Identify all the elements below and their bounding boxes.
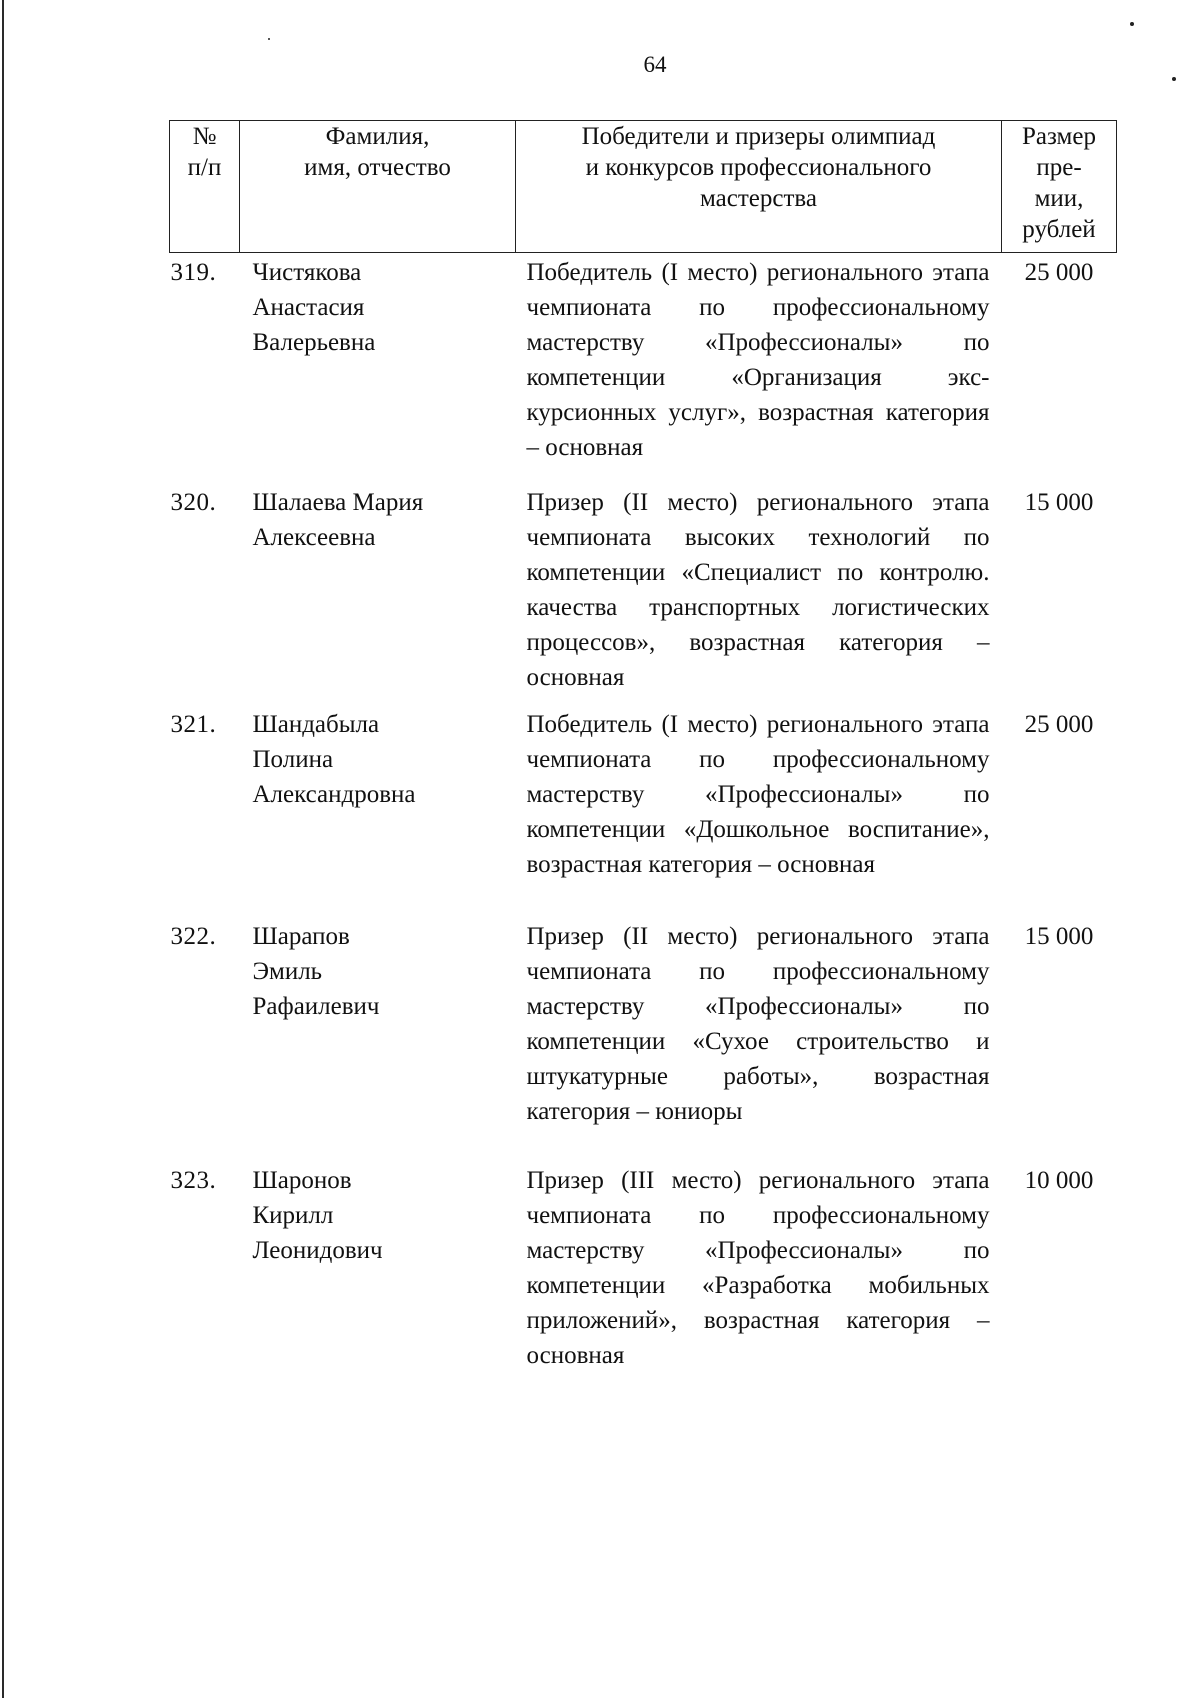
row-description: Призер (II место) регионального этапа чемпионата по профессиональному мастерству «Профессионалы» по компетенции «Сухое строительство и штукатурные работы», возрастная категория – юниоры bbox=[526, 922, 990, 1125]
scan-left-edge bbox=[2, 0, 4, 1698]
row-prize: 25 000 bbox=[1024, 710, 1094, 738]
awards-table bbox=[169, 120, 1117, 1383]
row-number: 319. bbox=[170, 259, 217, 286]
table-row bbox=[170, 253, 1117, 485]
table-row bbox=[170, 919, 1117, 1163]
row-name: Шалаева Мария Алексеевна bbox=[252, 488, 424, 551]
row-prize: 10 000 bbox=[1024, 1166, 1094, 1194]
row-name: Шандабыла Полина Александровна bbox=[252, 710, 416, 808]
row-number: 321. bbox=[170, 710, 217, 738]
header-description: Победители и призеры олимпиад и конкурсов профессионального мастерства bbox=[516, 121, 1002, 253]
row-description: Призер (II место) регионального этапа чемпионата высоких технологий по компетенции «Специалист по контролю. качества транспортных логистических процессов», возрастная категория – основная bbox=[526, 488, 990, 691]
page-number: 64 bbox=[643, 52, 667, 77]
header-number: № п/п bbox=[170, 121, 240, 253]
table-row bbox=[170, 707, 1117, 919]
table-row bbox=[170, 1163, 1117, 1383]
row-name: Чистякова Анастасия Валерьевна bbox=[252, 259, 376, 356]
row-prize: 15 000 bbox=[1024, 922, 1094, 950]
row-prize: 25 000 bbox=[1024, 259, 1094, 286]
header-prize: Размер пре- мии, рублей bbox=[1002, 121, 1117, 253]
row-name: Шарапов Эмиль Рафаилевич bbox=[252, 922, 380, 1020]
table-row bbox=[170, 485, 1117, 707]
row-description: Победитель (I место) регионального этапа чемпионата по профессиональному мастерству «Профессионалы» по компетенции «Дошкольное воспитание», возрастная категория – основная bbox=[526, 710, 990, 878]
scan-speck bbox=[1130, 22, 1134, 26]
scan-speck bbox=[1172, 77, 1176, 81]
table-header-row bbox=[170, 121, 1117, 253]
row-number: 320. bbox=[170, 488, 217, 516]
row-number: 322. bbox=[170, 922, 217, 950]
scan-speck bbox=[268, 38, 270, 40]
row-prize: 15 000 bbox=[1024, 488, 1094, 516]
row-number: 323. bbox=[170, 1166, 217, 1194]
row-description: Победитель (I место) регионального этапа чемпионата по профессиональному мастерству «Профессионалы» по компетенции «Организация экскурсионных услуг», возрастная категория – основная bbox=[526, 259, 990, 461]
row-description: Призер (III место) регионального этапа чемпионата по профессиональному мастерству «Профессионалы» по компетенции «Разработка мобильных приложений», возрастная категория – основная bbox=[526, 1166, 990, 1369]
row-name: Шаронов Кирилл Леонидович bbox=[252, 1166, 383, 1264]
header-name: Фамилия, имя, отчество bbox=[240, 121, 516, 253]
